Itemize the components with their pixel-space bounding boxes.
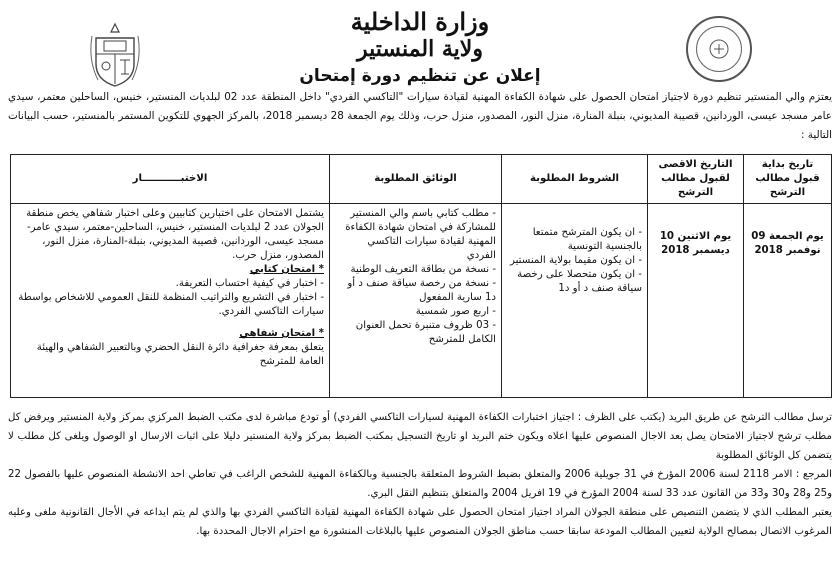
- legal-reference: المرجع : الامر 2118 لسنة 2006 المؤرخ في 31 جويلية 2006 والمتعلق بضبط الشروط المتعلقة بالجنسية وبالكفاءة المهنية للشخص الراغب في تعاطي احد الانشطة المنصوص عليها بالفصول 22 و25 و28 و30 و33 من القانون عدد 33 لسنة 2004 المؤرخ في 19 افريل 2004 والمتعلق بتنظيم النقل البري.: [8, 469, 832, 499]
- start-date-cell: يوم الجمعة 09 نوفمبر 2018: [744, 204, 832, 398]
- intro-paragraph: يعتزم والي المنستير تنظيم دورة لاجتياز امتحان الحصول على شهادة الكفاءة المهنية لقيادة سيارات "التاكسي الفردي" داخل المنطقة عدد 02 لبلديات المنستير، خنيس، الساحلين معتمر، سيدي عامر مسجد عيسى، الوردانين، قصيبة المديوني، بنبلة المنارة، منزل النور، المصدور، منزل حرب، وذلك يوم الجمعة 28 ديسمبر 2018، بالمركز الجهوي للتكوين المستمر بالمنستير، حسب البيانات التالية :: [8, 91, 832, 141]
- written-exam-item: - اختبار في التشريع والتراتيب المنظمة للنقل العمومي للاشخاص بواسطة سيارات التاكسي الفردي.: [18, 292, 324, 317]
- oral-exam-text: يتعلق بمعرفة جغرافية دائرة النقل الحضري وبالتعبير الشفاهي والهيئة العامة للمترشح: [36, 342, 324, 367]
- document-item: - مطلب كتابي باسم والي المنستير للمشاركة في امتحان شهادة الكفاءة المهنية لقيادة سيارات التاكسي الفردي: [345, 208, 496, 261]
- header-conditions: الشروط المطلوبة: [502, 155, 648, 204]
- official-stamp-icon: [686, 16, 752, 82]
- end-date-cell: يوم الاثنين 10 ديسمبر 2018: [648, 204, 744, 398]
- conditions-cell: [502, 204, 648, 398]
- document-item: - نسخة من رخصة سياقة صنف د أو د1 سارية المفعول: [347, 278, 496, 303]
- announcement-title: إعلان عن تنظيم دورة إمتحان: [299, 66, 541, 86]
- condition-item: - ان يكون متحصلا على رخصة سياقة صنف د أو د1: [517, 269, 642, 294]
- document-item: - نسخة من بطاقة التعريف الوطنية: [350, 264, 496, 275]
- header-start-date: تاريخ بداية قبول مطالب الترشح: [744, 155, 832, 204]
- document-item: - 03 ظروف متنبرة تحمل العنوان الكامل للمترشح: [355, 320, 496, 345]
- exam-intro: يشتمل الامتحان على اختبارين كتابيين وعلى اختبار شفاهي يخص منطقة الجولان عدد 2 لبلديات المنستير، خنيس، الساحلين-معتمر، سيدي عامر-مسجد عيسى، الوردانين، قصيبة المديوني، بنبلة-المنارة، منزل النور، المصدور، منزل حرب.: [26, 208, 324, 261]
- tunisia-coat-of-arms-icon: [86, 20, 144, 90]
- governorate-name: ولاية المنستير: [357, 36, 483, 62]
- condition-item: - ان يكون مقيما بولاية المنستير: [509, 255, 642, 266]
- submission-note: ترسل مطالب الترشح عن طريق البريد (يكتب على الظرف : اجتياز اختبارات الكفاءة المهنية لسيارات التاكسي الفردي) أو تودع مباشرة لدى مكتب الضبط المركزي بمركز ولاية المنستير ويرفض كل مطلب ترشح لاجتياز الامتحان يصل بعد الاجال المنصوص عليها اعلاه ويكون ختم البريد او تاريخ التسجيل بمكتب الضبط بمركز ولاية المنستير دليلا على اثبات الارسال او الوصول ويلغى كل مطلب لا يتضمن كل الوثائق المطلوبة: [8, 412, 832, 461]
- header: [0, 6, 840, 86]
- condition-item: - ان يكون المترشح متمتعا بالجنسية التونسية: [532, 227, 642, 252]
- table-row: [11, 204, 832, 398]
- header-documents: الوثائق المطلوبة: [330, 155, 502, 204]
- exam-details-table: [10, 154, 832, 398]
- written-exam-title: * امتحان كتابي: [249, 264, 324, 275]
- table-header-row: [11, 155, 832, 204]
- document-item: - اربع صور شمسية: [415, 306, 496, 317]
- header-exam: الاختبـــــــــــار: [11, 155, 330, 204]
- header-end-date: التاريخ الاقصى لقبول مطالب الترشح: [648, 155, 744, 204]
- documents-cell: [330, 204, 502, 398]
- footer-notes: [8, 408, 832, 541]
- ministry-name: وزارة الداخلية: [350, 7, 490, 36]
- written-exam-item: - اختبار في كيفية احتساب التعريفة.: [175, 278, 324, 289]
- stamp-seal-icon: [706, 36, 732, 62]
- oral-exam-title: * امتحان شفاهي: [239, 328, 324, 339]
- rejection-note: يعتبر المطلب الذي لا يتضمن التنصيص على منطقة الجولان المراد اجتياز امتحان الحصول على شهادة الكفاءة المهنية لقيادة التاكسي الفردي بها والذي لم يتم ايداعه في الأجال القانونية ملغى وعليه المرغوب الاتصال بمصالح الولاية لتعيين المطالب المودعة سابقا حسب مناطق الجولان المنصوص عليها بالبلاغات المنشورة مع احترام الاجال المحددة بها.: [8, 507, 832, 537]
- exam-cell: [11, 204, 330, 398]
